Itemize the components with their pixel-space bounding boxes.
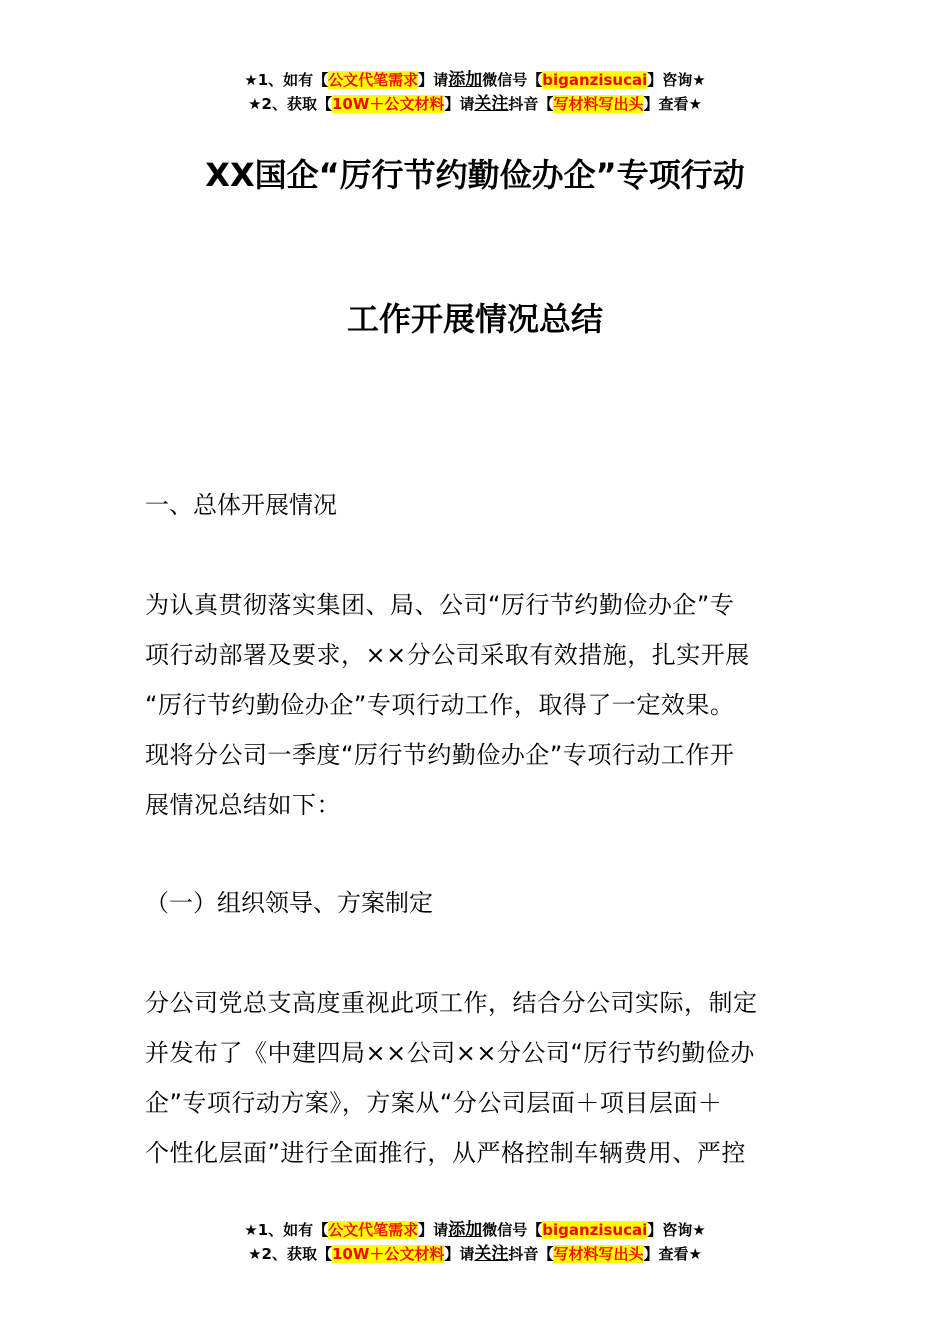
section-heading-organization: （一）组织领导、方案制定 — [145, 889, 433, 917]
paragraph-line: “厉行节约勤俭办企”专项行动工作，取得了一定效果。 — [145, 691, 735, 719]
paragraph-line: 并发布了《中建四局××公司××分公司“厉行节约勤俭办 — [145, 1039, 755, 1067]
banner-line-1 — [0, 1218, 950, 1242]
banner-underlined: 添加 — [448, 1220, 483, 1240]
banner-text: 微信号【 — [482, 71, 543, 89]
banner-highlight: 写材料写出头 — [553, 95, 644, 113]
paragraph-line: 为认真贯彻落实集团、局、公司“厉行节约勤俭办企”专 — [145, 591, 735, 619]
paragraph-line: 分公司党总支高度重视此项工作，结合分公司实际，制定 — [145, 989, 758, 1017]
banner-text: ★1、如有【 — [244, 1221, 329, 1239]
banner-highlight: 公文代笔需求 — [328, 71, 419, 89]
banner-highlight: biganzisucai — [542, 71, 648, 89]
banner-text: 微信号【 — [482, 1221, 543, 1239]
bottom-banner — [0, 1218, 950, 1266]
banner-highlight: 写材料写出头 — [553, 1245, 644, 1263]
banner-text: ★2、获取【 — [248, 1245, 332, 1263]
banner-text: ★1、如有【 — [244, 71, 329, 89]
banner-text: 】请 — [418, 1221, 449, 1239]
banner-highlight: biganzisucai — [542, 1221, 648, 1239]
banner-line-2 — [0, 1242, 950, 1266]
banner-underlined: 关注 — [474, 94, 509, 114]
banner-underlined: 关注 — [474, 1244, 509, 1264]
banner-text: 】咨询★ — [647, 1221, 706, 1239]
banner-line-1 — [0, 68, 950, 92]
banner-highlight: 10W＋公文材料 — [331, 95, 445, 113]
paragraph-overview — [145, 580, 810, 830]
document-title-line-1: XX国企“厉行节约勤俭办企”专项行动 — [205, 156, 745, 194]
banner-text: 】请 — [418, 71, 449, 89]
paragraph-line: 现将分公司一季度“厉行节约勤俭办企”专项行动工作开 — [145, 741, 735, 769]
paragraph-line: 企”专项行动方案》，方案从“分公司层面＋项目层面＋ — [145, 1089, 723, 1117]
banner-text: 】查看★ — [643, 95, 702, 113]
top-banner — [0, 68, 950, 116]
banner-highlight: 10W＋公文材料 — [331, 1245, 445, 1263]
banner-text: 抖音【 — [508, 95, 554, 113]
document-title-line-2: 工作开展情况总结 — [346, 300, 603, 338]
paragraph-line: 项行动部署及要求，××分公司采取有效措施，扎实开展 — [145, 641, 750, 669]
section-heading-overview: 一、总体开展情况 — [145, 491, 337, 519]
paragraph-line: 个性化层面”进行全面推行，从严格控制车辆费用、严控 — [145, 1139, 746, 1167]
banner-text: 】请 — [444, 1245, 475, 1263]
banner-highlight: 公文代笔需求 — [328, 1221, 419, 1239]
banner-text: 抖音【 — [508, 1245, 554, 1263]
banner-underlined: 添加 — [448, 70, 483, 90]
banner-text: 】咨询★ — [647, 71, 706, 89]
paragraph-organization — [145, 978, 810, 1178]
banner-text: 】查看★ — [643, 1245, 702, 1263]
banner-text: 】请 — [444, 95, 475, 113]
paragraph-line: 展情况总结如下： — [145, 791, 341, 819]
banner-line-2 — [0, 92, 950, 116]
banner-text: ★2、获取【 — [248, 95, 332, 113]
